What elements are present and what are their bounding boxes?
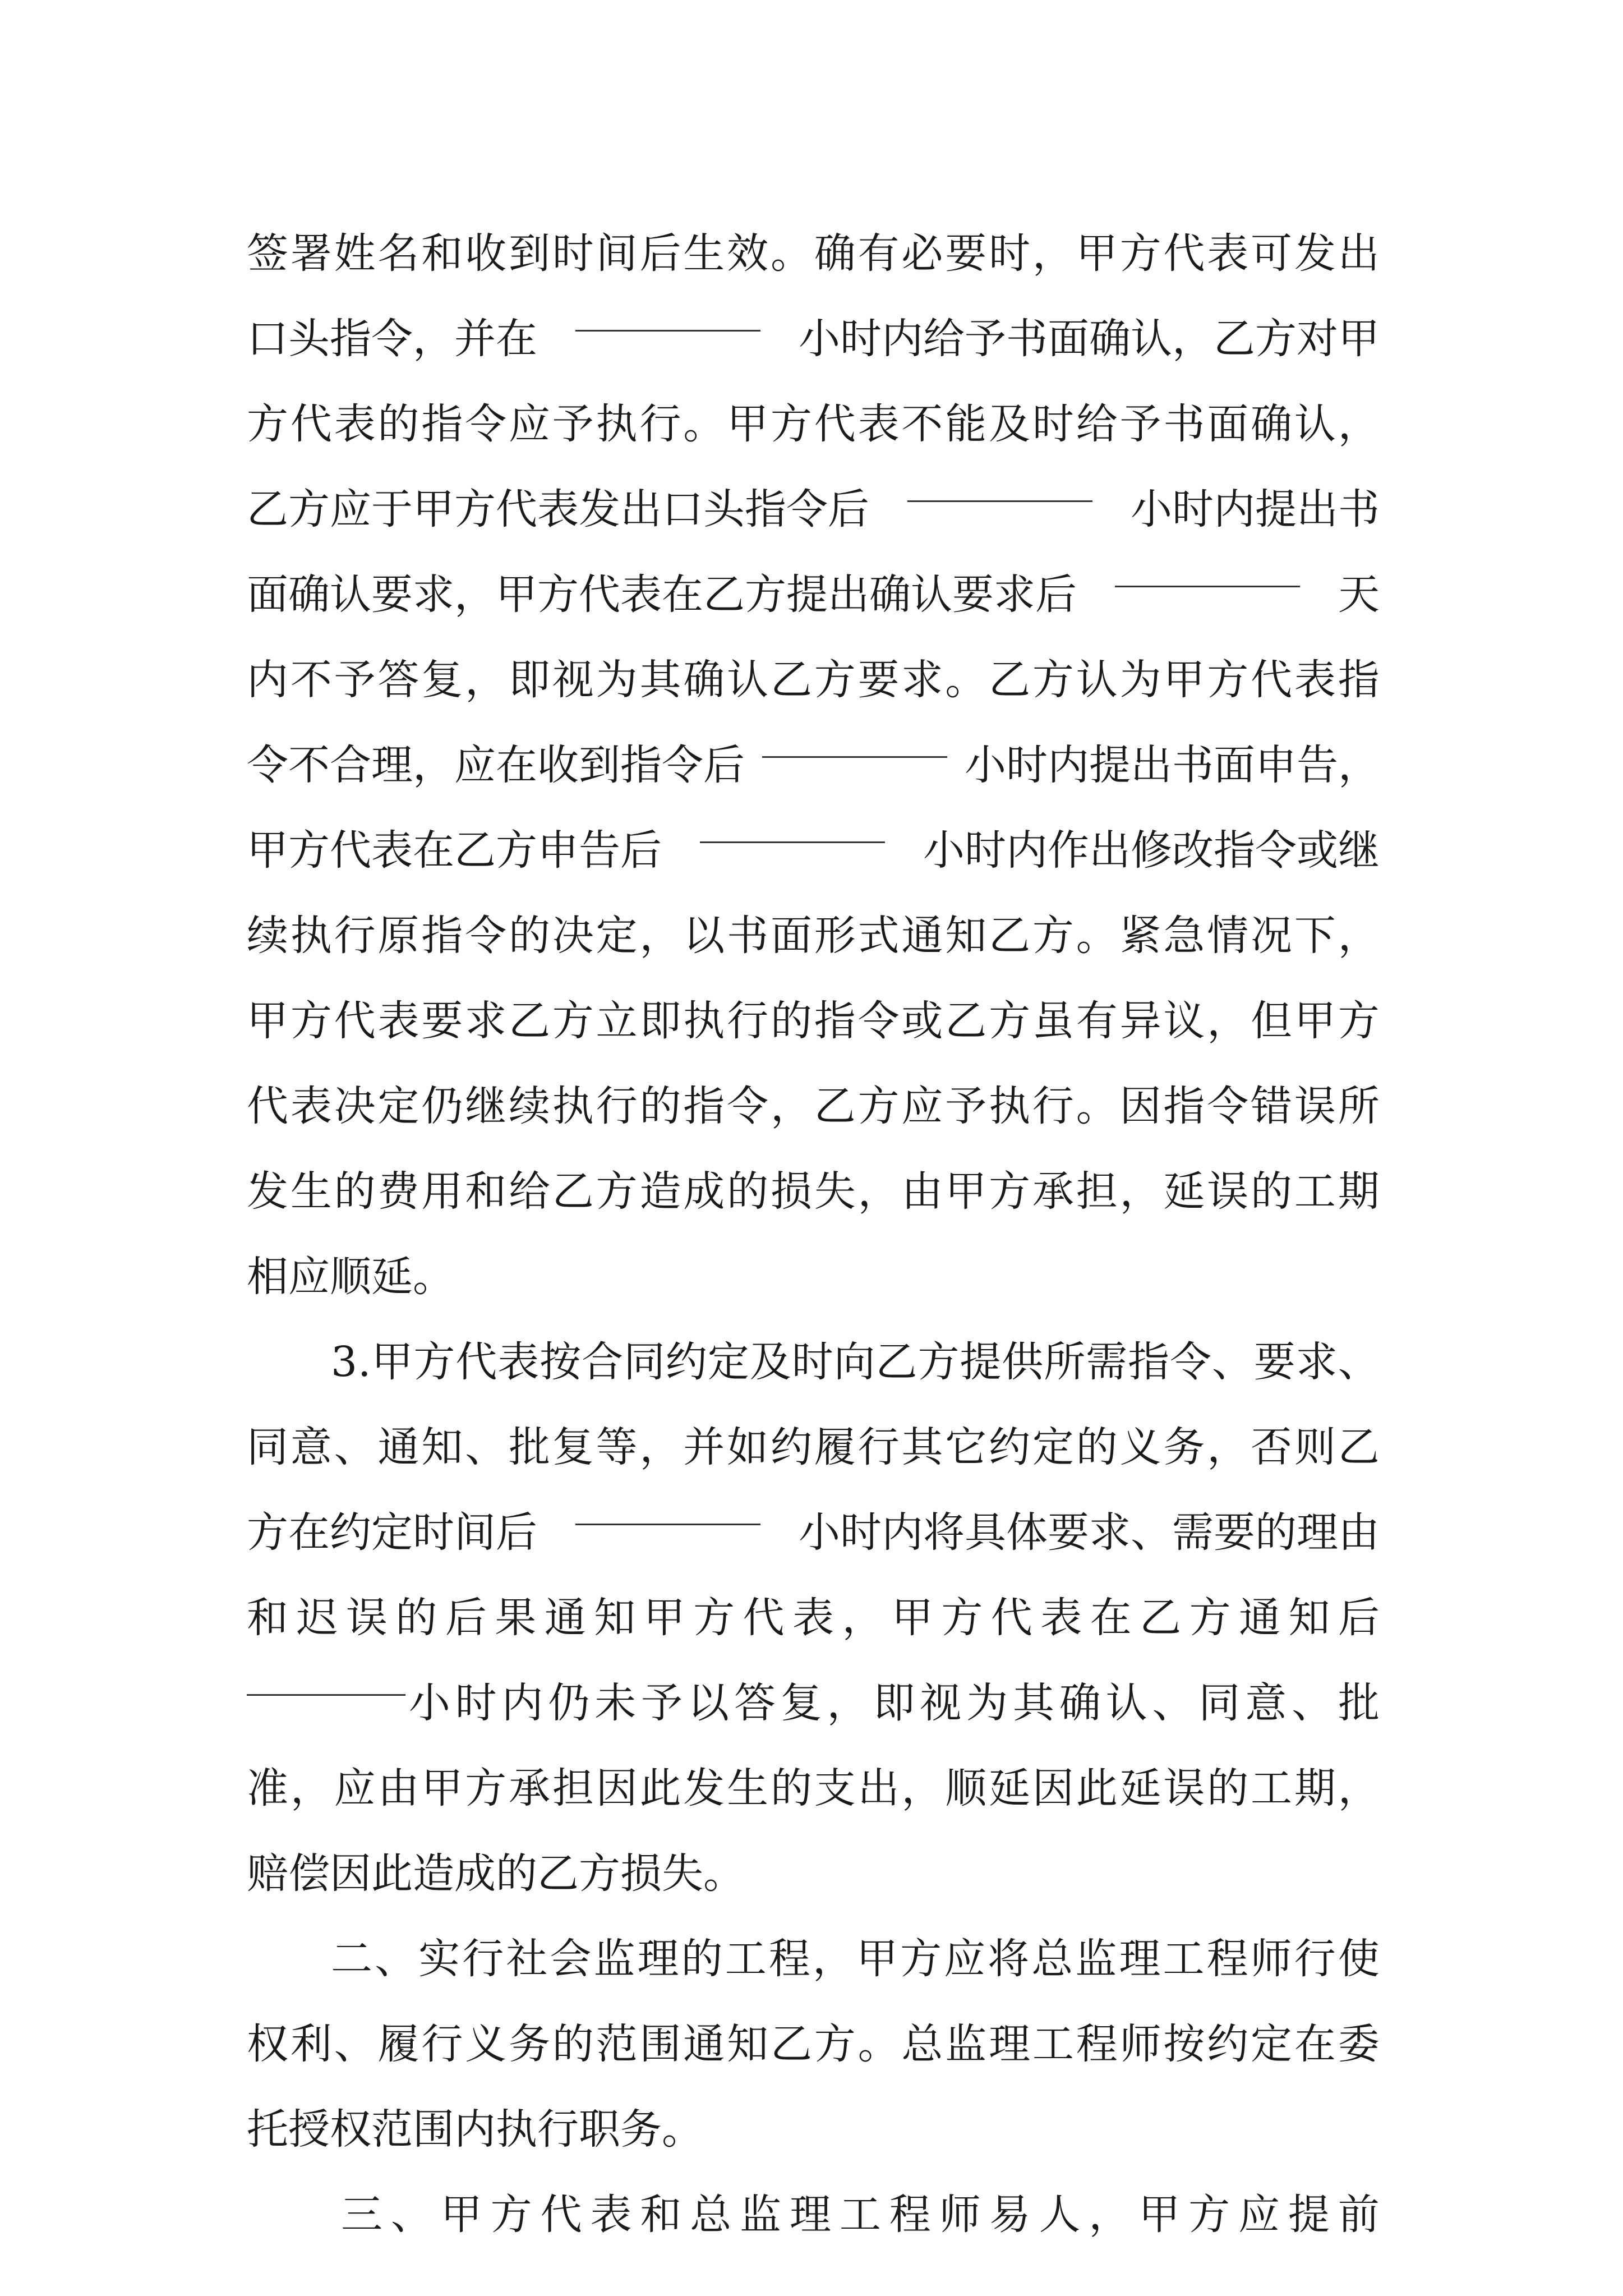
text-line xyxy=(247,2087,1380,2172)
text-segment: 面确认要求，甲方代表在乙方提出确认要求后 xyxy=(247,570,1077,619)
text-segment: 小 时 内 仍 未 予 以 答 复 ， 即 视 为 其 确 认 、 同 意 、 批 xyxy=(408,1679,1380,1727)
text-segment: 签 署 姓 名 和 收 到 时 间 后 生 效 。 确 有 必 要 时 ， 甲 方 代 表 可 发 出 xyxy=(247,229,1380,278)
fill-in-blank[interactable] xyxy=(575,285,760,332)
text-line xyxy=(247,1234,1380,1319)
fill-in-blank[interactable] xyxy=(907,455,1092,502)
text-segment: 二 、 实 行 社 会 监 理 的 工 程 ， 甲 方 应 将 总 监 理 工 程 师 行 使 xyxy=(331,1935,1380,1983)
text-segment: 3 . 甲 方 代 表 按 合 同 约 定 及 时 向 乙 方 提 供 所 需 指 令 、 要 求 、 xyxy=(331,1338,1380,1386)
text-line xyxy=(247,1660,1380,1746)
fill-in-blank[interactable] xyxy=(762,711,947,758)
text-line xyxy=(247,1916,1380,2001)
text-segment: 准 ， 应 由 甲 方 承 担 因 此 发 生 的 支 出 ， 顺 延 因 此 延 误 的 工 期 ， xyxy=(247,1764,1380,1812)
text-segment: 和 迟 误 的 后 果 通 知 甲 方 代 表 ， 甲 方 代 表 在 乙 方 通 知 后 xyxy=(247,1594,1380,1642)
text-segment: 甲方代表在乙方申告后 xyxy=(247,826,662,875)
text-segment: 小时内将具体要求、需要的理由 xyxy=(799,1508,1380,1557)
text-segment: 乙方应于甲方代表发出口头指令后 xyxy=(247,485,869,533)
text-segment: 权 利 、 履 行 义 务 的 范 围 通 知 乙 方 。 总 监 理 工 程 师 按 约 定 在 委 xyxy=(247,2020,1380,2068)
fill-in-blank[interactable] xyxy=(575,1479,760,1525)
text-line xyxy=(247,1319,1380,1405)
text-segment: 内 不 予 答 复 ， 即 视 为 其 确 认 乙 方 要 求 。 乙 方 认 为 甲 方 代 表 指 xyxy=(247,656,1380,704)
text-segment: 同 意 、 通 知 、 批 复 等 ， 并 如 约 履 行 其 它 约 定 的 义 务 ， 否 则 乙 xyxy=(247,1423,1380,1471)
text-line xyxy=(247,1064,1380,1149)
text-segment: 天 xyxy=(1338,570,1380,619)
text-segment: 续 执 行 原 指 令 的 决 定 ， 以 书 面 形 式 通 知 乙 方 。 紧 急 情 况 下 ， xyxy=(247,912,1380,960)
document-body xyxy=(247,211,1380,2257)
text-segment: 小时内提出书面申告， xyxy=(965,741,1380,789)
text-line xyxy=(247,1490,1380,1575)
text-segment: 小时内给予书面确认，乙方对甲 xyxy=(799,315,1380,363)
text-line xyxy=(247,211,1380,296)
text-line xyxy=(247,1746,1380,1831)
text-line xyxy=(247,2172,1380,2257)
text-segment: 令不合理，应在收到指令后 xyxy=(247,741,745,789)
text-line xyxy=(247,1149,1380,1234)
fill-in-blank[interactable] xyxy=(247,1649,405,1696)
text-line xyxy=(247,1405,1380,1490)
text-line xyxy=(247,893,1380,978)
fill-in-blank[interactable] xyxy=(1115,541,1300,587)
fill-in-blank[interactable] xyxy=(700,797,885,843)
text-segment: 小时内作出修改指令或继 xyxy=(923,826,1380,875)
text-segment: 托授权范围内执行职务。 xyxy=(247,2105,703,2154)
text-line xyxy=(247,637,1380,723)
text-segment: 发 生 的 费 用 和 给 乙 方 造 成 的 损 失 ， 由 甲 方 承 担 ， 延 误 的 工 期 xyxy=(247,1167,1380,1216)
text-line xyxy=(247,2001,1380,2087)
text-line xyxy=(247,1831,1380,1916)
text-line xyxy=(247,296,1380,381)
text-line xyxy=(247,808,1380,893)
text-line xyxy=(247,381,1380,467)
text-line xyxy=(247,978,1380,1064)
text-segment: 赔偿因此造成的乙方损失。 xyxy=(247,1849,745,1898)
text-line xyxy=(247,467,1380,552)
text-line xyxy=(247,723,1380,808)
text-segment: 方在约定时间后 xyxy=(247,1508,537,1557)
text-segment: 甲 方 代 表 要 求 乙 方 立 即 执 行 的 指 令 或 乙 方 虽 有 异 议 ， 但 甲 方 xyxy=(247,997,1380,1045)
text-segment: 相应顺延。 xyxy=(247,1253,454,1301)
text-segment: 口头指令，并在 xyxy=(247,315,537,363)
text-line xyxy=(247,1575,1380,1660)
text-segment: 代 表 决 定 仍 继 续 执 行 的 指 令 ， 乙 方 应 予 执 行 。 因 指 令 错 误 所 xyxy=(247,1082,1380,1130)
text-segment: 小时内提出书 xyxy=(1131,485,1380,533)
text-segment: 方 代 表 的 指 令 应 予 执 行 。 甲 方 代 表 不 能 及 时 给 予 书 面 确 认 ， xyxy=(247,400,1380,448)
text-segment: 三 、 甲 方 代 表 和 总 监 理 工 程 师 易 人 ， 甲 方 应 提 前 xyxy=(341,2191,1380,2239)
text-line xyxy=(247,552,1380,637)
